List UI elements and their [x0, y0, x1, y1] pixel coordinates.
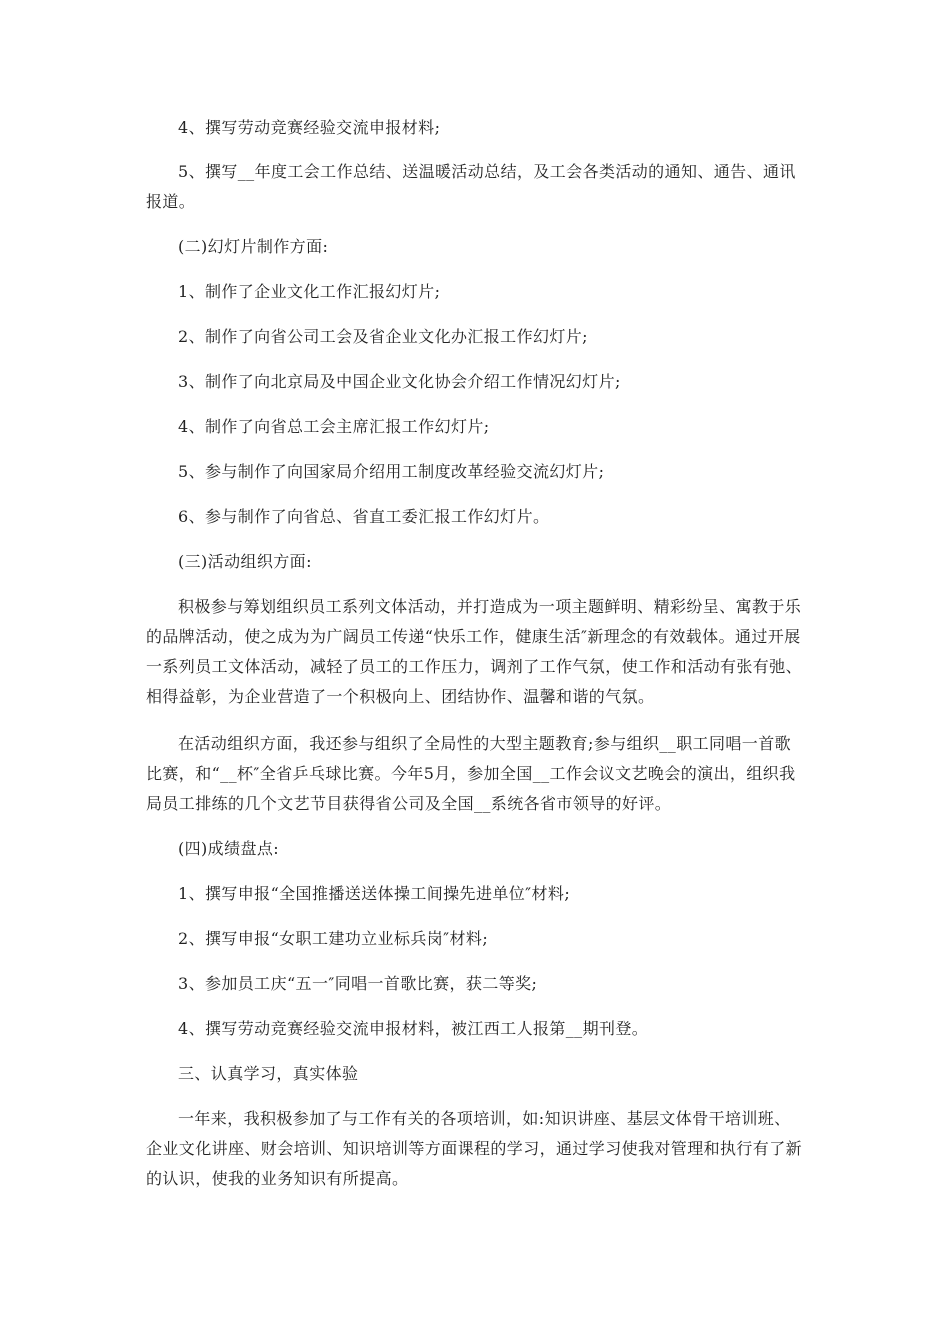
paragraph-achievement-4: 4、撰写劳动竞赛经验交流申报材料，被江西工人报第__期刊登。 — [178, 1019, 649, 1038]
paragraph-slide-item-5: 5、参与制作了向国家局介绍用工制度改革经验交流幻灯片; — [178, 462, 605, 481]
section-heading-achievements: (四)成绩盘点: — [178, 839, 280, 858]
paragraph-item-5-annual-summary: 5、撰写__年度工会工作总结、送温暖活动总结，及工会各类活动的通知、通告、通讯报道。 — [146, 162, 796, 211]
paragraph-item-4-labor-competition: 4、撰写劳动竞赛经验交流申报材料; — [178, 118, 441, 137]
paragraph-study-body: 一年来，我积极参加了与工作有关的各项培训，如:知识讲座、基层文体骨干培训班、企业文化讲座、财会培训、知识培训等方面课程的学习，通过学习使我对管理和执行有了新的认识，使我的业务知识有所提高。 — [146, 1109, 803, 1188]
paragraph-activities-body: 积极参与筹划组织员工系列文体活动，并打造成为一项主题鲜明、精彩纷呈、寓教于乐的品牌活动，使之成为为广阔员工传递“快乐工作，健康生活″新理念的有效载体。通过开展一系列员工文体活动，减轻了员工的工作压力，调剂了工作气氛，使工作和活动有张有弛、相得益彰，为企业营造了一个积极向上、团结协作、温馨和谐的气氛。 — [146, 597, 803, 706]
paragraph-activities-organization: 在活动组织方面，我还参与组织了全局性的大型主题教育;参与组织__职工同唱一首歌比赛，和“__杯″全省乒乓球比赛。今年5月，参加全国__工作会议文艺晚会的演出，组织我局员工排练的几个文艺节目获得省公司及全国__系统各省市领导的好评。 — [146, 734, 796, 813]
paragraph-slide-item-4: 4、制作了向省总工会主席汇报工作幻灯片; — [178, 417, 490, 436]
paragraph-slide-item-2: 2、制作了向省公司工会及省企业文化办汇报工作幻灯片; — [178, 327, 588, 346]
paragraph-slide-item-3: 3、制作了向北京局及中国企业文化协会介绍工作情况幻灯片; — [178, 372, 621, 391]
section-heading-study: 三、认真学习，真实体验 — [178, 1064, 359, 1083]
paragraph-slide-item-6: 6、参与制作了向省总、省直工委汇报工作幻灯片。 — [178, 507, 550, 526]
paragraph-achievement-1: 1、撰写申报“全国推播送送体操工间操先进单位″材料; — [178, 884, 571, 903]
paragraph-achievement-3: 3、参加员工庆“五一″同唱一首歌比赛，获二等奖; — [178, 974, 538, 993]
section-heading-slides: (二)幻灯片制作方面: — [178, 237, 329, 256]
paragraph-achievement-2: 2、撰写申报“女职工建功立业标兵岗″材料; — [178, 929, 489, 948]
paragraph-slide-item-1: 1、制作了企业文化工作汇报幻灯片; — [178, 282, 441, 301]
section-heading-activities: (三)活动组织方面: — [178, 552, 312, 571]
